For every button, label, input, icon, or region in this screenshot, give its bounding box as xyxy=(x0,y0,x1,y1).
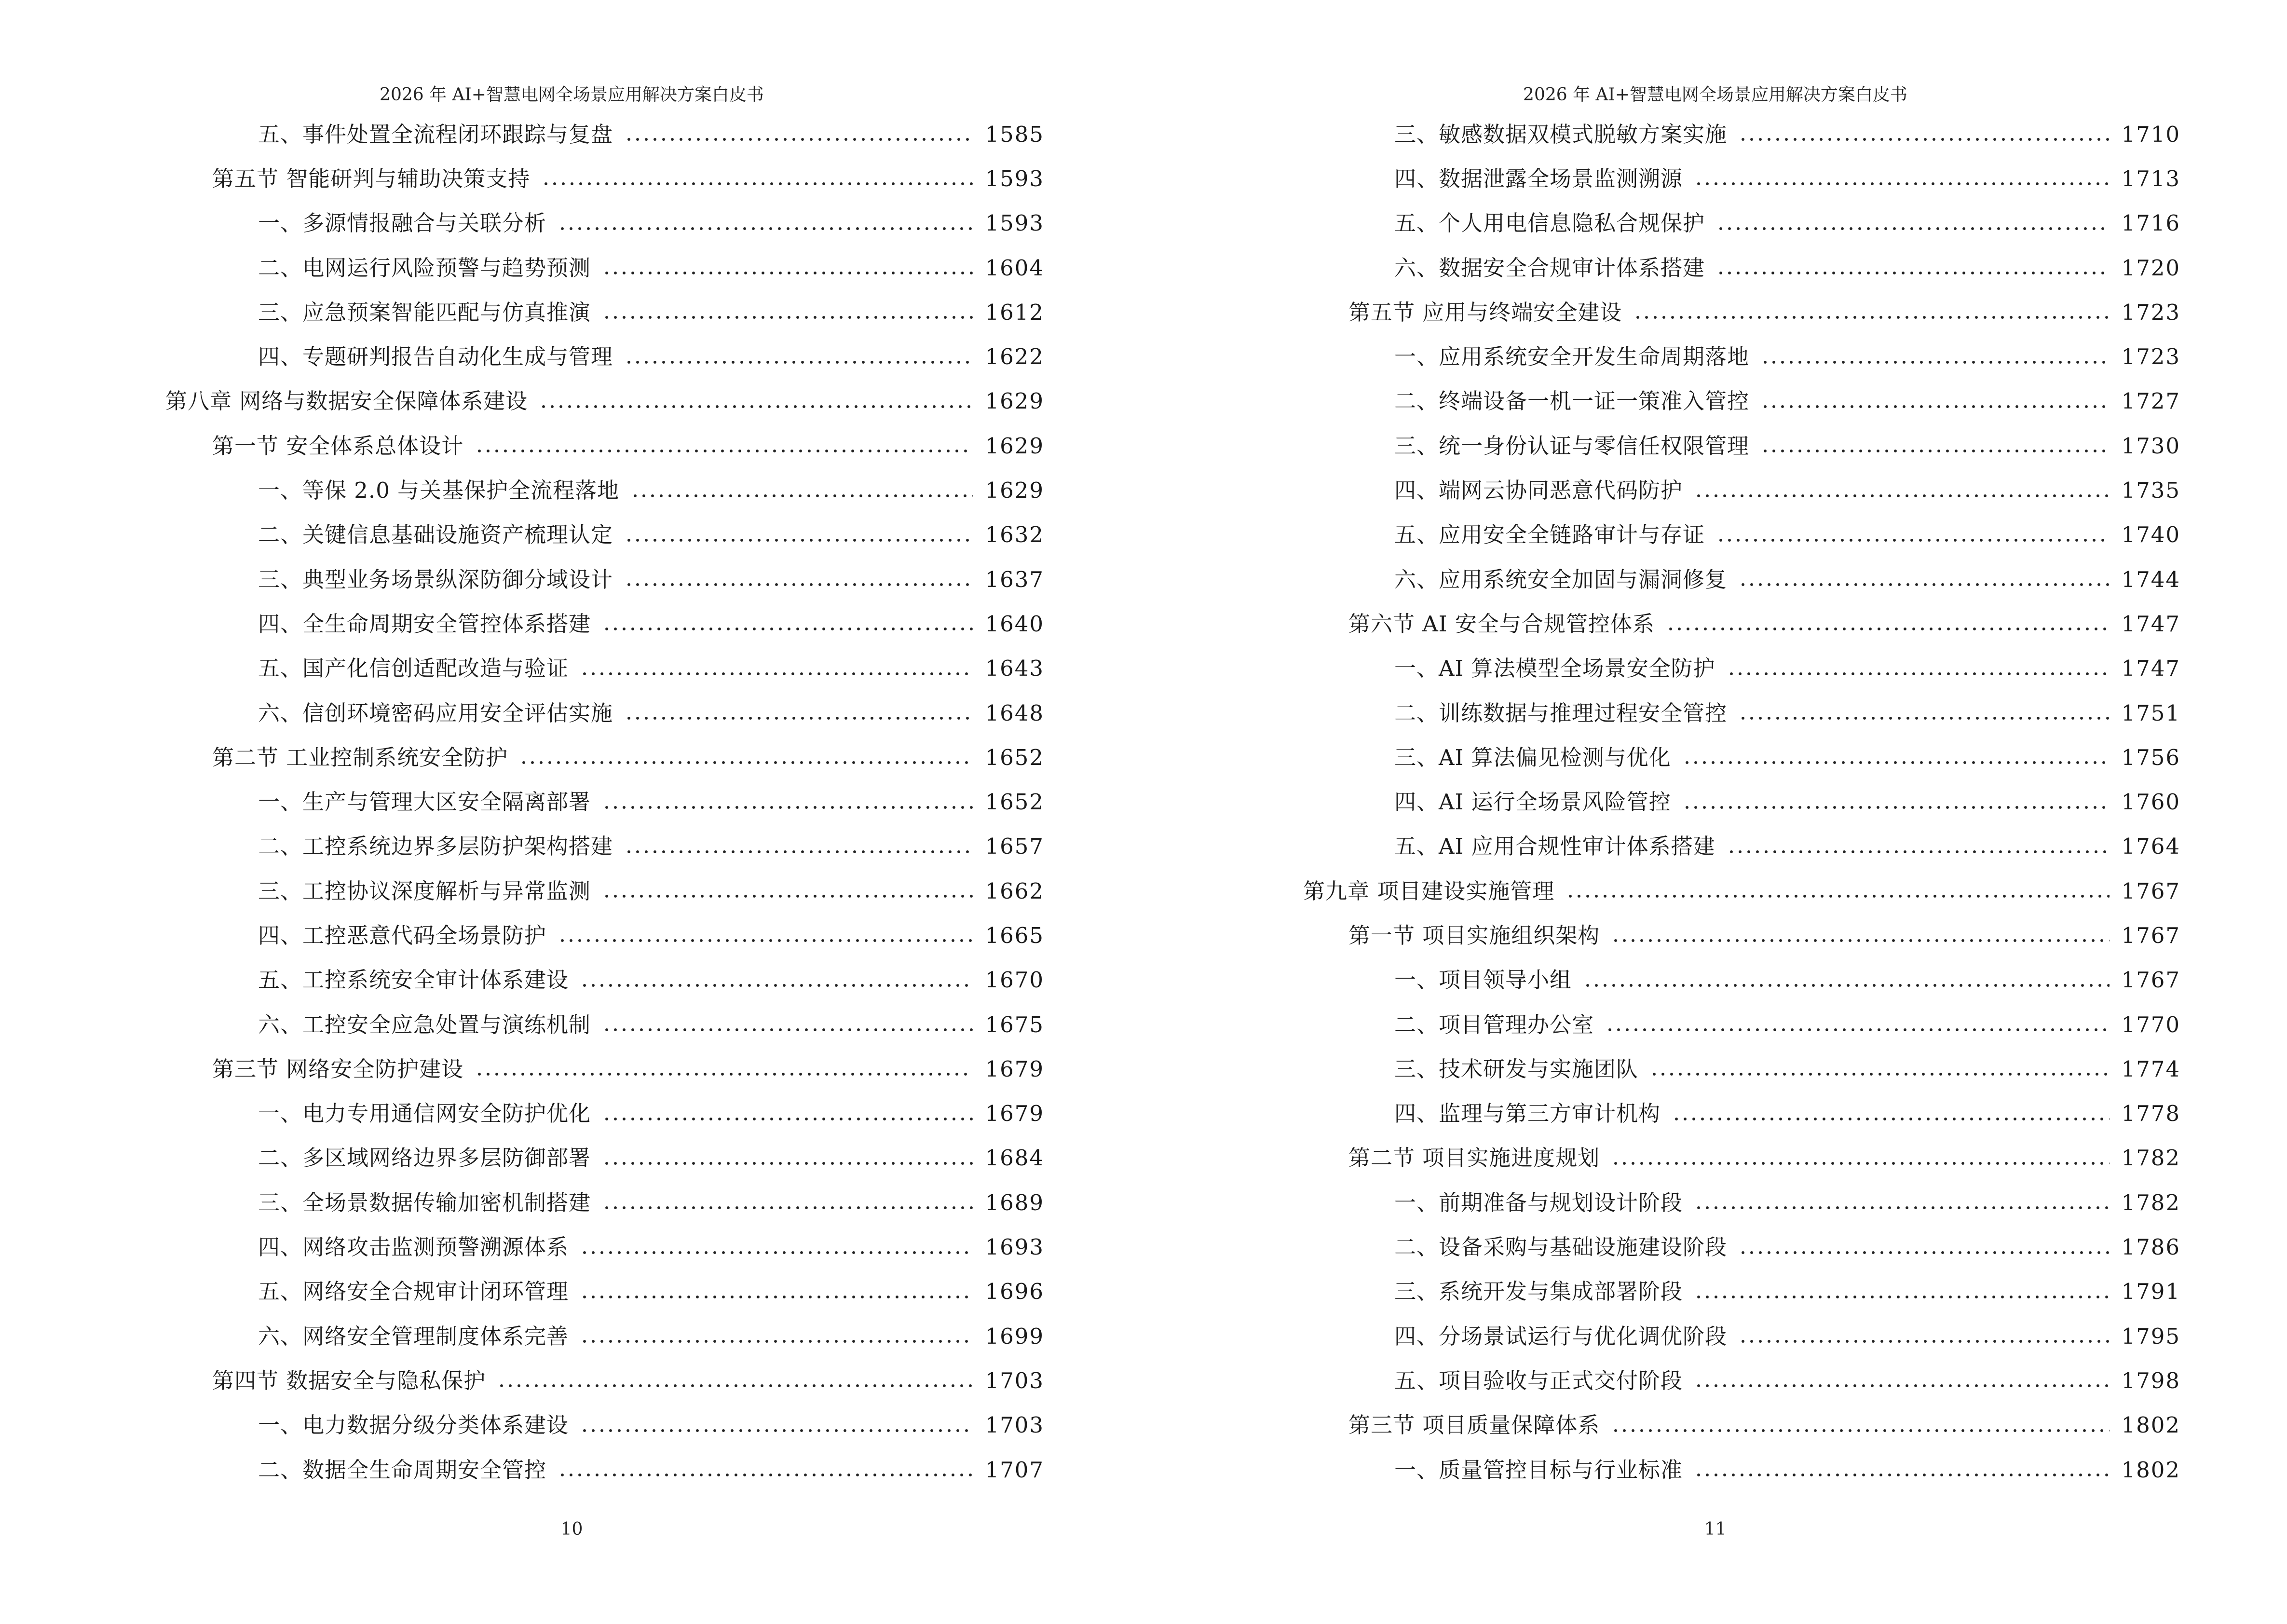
toc-entry-page-number: 1786 xyxy=(2121,1234,2180,1260)
toc-entry-title: 一、生产与管理大区安全隔离部署 xyxy=(258,789,591,815)
dot-leader xyxy=(580,1340,973,1343)
toc-entry-page-number: 1764 xyxy=(2121,833,2180,860)
toc-entry-page-number: 1723 xyxy=(2121,299,2180,325)
toc-entry-page-number: 1629 xyxy=(985,478,1044,504)
toc-entry-title: 五、网络安全合规审计闭环管理 xyxy=(258,1279,569,1305)
toc-entry[interactable] xyxy=(0,513,1044,557)
dot-leader xyxy=(1727,672,2110,675)
toc-entry-page-number: 1679 xyxy=(985,1056,1044,1082)
toc-entry-title: 第五节 应用与终端安全建设 xyxy=(1348,299,1622,325)
toc-entry[interactable] xyxy=(1144,1180,2180,1225)
toc-entry-title: 第九章 项目建设实施管理 xyxy=(1303,878,1555,904)
toc-entry-title: 三、工控协议深度解析与异常监测 xyxy=(258,878,591,904)
toc-entry-title: 四、全生命周期安全管控体系搭建 xyxy=(258,611,591,637)
toc-entry[interactable] xyxy=(0,779,1044,824)
toc-entry-title: 三、敏感数据双模式脱敏方案实施 xyxy=(1394,121,1728,147)
toc-entry-page-number: 1802 xyxy=(2121,1457,2180,1483)
dot-leader xyxy=(542,182,973,185)
toc-entry-title: 三、全场景数据传输加密机制搭建 xyxy=(258,1189,591,1215)
toc-entry-page-number: 1782 xyxy=(2121,1145,2180,1171)
dot-leader xyxy=(1761,405,2110,408)
toc-entry-page-number: 1679 xyxy=(985,1101,1044,1127)
toc-entry-title: 第二节 项目实施进度规划 xyxy=(1348,1145,1600,1171)
toc-entry-title: 第四节 数据安全与隐私保护 xyxy=(212,1367,486,1393)
toc-entry[interactable] xyxy=(1144,423,2180,468)
toc-entry-page-number: 1703 xyxy=(985,1367,1044,1393)
toc-entry-title: 二、电网运行风险预警与趋势预测 xyxy=(258,255,591,281)
toc-entry-page-number: 1629 xyxy=(985,388,1044,414)
toc-entry-title: 一、AI 算法模型全场景安全防护 xyxy=(1394,655,1715,682)
toc-entry[interactable] xyxy=(1144,1314,2180,1358)
dot-leader xyxy=(602,1206,973,1209)
toc-entry-page-number: 1778 xyxy=(2121,1101,2180,1127)
toc-entry-title: 二、关键信息基础设施资产梳理认定 xyxy=(258,522,613,548)
page-header: 2026 年 AI+智慧电网全场景应用解决方案白皮书 xyxy=(380,85,764,105)
toc-entry-page-number: 1648 xyxy=(985,700,1044,726)
dot-leader xyxy=(602,1162,973,1165)
toc-entry-title: 二、设备采购与基础设施建设阶段 xyxy=(1394,1234,1728,1260)
dot-leader xyxy=(1634,316,2110,319)
toc-entry[interactable] xyxy=(1144,513,2180,557)
dot-leader xyxy=(1761,450,2110,452)
toc-entry-title: 五、AI 应用合规性审计体系搭建 xyxy=(1394,833,1715,860)
toc-entry-page-number: 1720 xyxy=(2121,255,2180,281)
toc-entry[interactable] xyxy=(1144,290,2180,334)
dot-leader xyxy=(602,1028,973,1031)
toc-entry-title: 一、电力数据分级分类体系建设 xyxy=(258,1412,569,1438)
toc-entry[interactable] xyxy=(1144,1225,2180,1269)
dot-leader xyxy=(1694,1384,2110,1387)
toc-entry[interactable] xyxy=(1144,601,2180,646)
dot-leader xyxy=(558,227,973,230)
toc-entry-page-number: 1735 xyxy=(2121,478,2180,504)
toc-entry-title: 二、终端设备一机一证一策准入管控 xyxy=(1394,388,1750,414)
dot-leader xyxy=(1716,272,2110,274)
toc-entry[interactable] xyxy=(1144,156,2180,201)
toc-entry-page-number: 1684 xyxy=(985,1145,1044,1171)
toc-entry[interactable] xyxy=(0,735,1044,779)
toc-entry[interactable] xyxy=(1144,334,2180,379)
toc-entry[interactable] xyxy=(1144,913,2180,957)
dot-leader xyxy=(1666,628,2110,630)
toc-entry-page-number: 1727 xyxy=(2121,388,2180,414)
toc-entry-page-number: 1707 xyxy=(985,1457,1044,1483)
toc-entry[interactable] xyxy=(1144,1092,2180,1136)
toc-entry-page-number: 1756 xyxy=(2121,744,2180,770)
dot-leader xyxy=(602,806,973,809)
dot-leader xyxy=(539,405,973,408)
toc-entry-title: 三、统一身份认证与零信任权限管理 xyxy=(1394,433,1750,459)
toc-entry-page-number: 1782 xyxy=(2121,1189,2180,1215)
dot-leader xyxy=(625,138,973,141)
toc-entry-title: 二、多区域网络边界多层防御部署 xyxy=(258,1145,591,1171)
toc-entry-title: 一、质量管控目标与行业标准 xyxy=(1394,1457,1683,1483)
toc-entry-page-number: 1696 xyxy=(985,1279,1044,1305)
toc-entry-title: 五、个人用电信息隐私合规保护 xyxy=(1394,210,1705,236)
dot-leader xyxy=(1694,1296,2110,1298)
toc-entry-title: 四、分场景试运行与优化调优阶段 xyxy=(1394,1323,1728,1349)
toc-entry-page-number: 1791 xyxy=(2121,1279,2180,1305)
toc-entry[interactable] xyxy=(0,1314,1044,1358)
toc-entry-title: 第五节 智能研判与辅助决策支持 xyxy=(212,165,531,191)
toc-entry-page-number: 1710 xyxy=(2121,121,2180,147)
dot-leader xyxy=(1694,1206,2110,1209)
toc-entry[interactable] xyxy=(0,691,1044,735)
page-header: 2026 年 AI+智慧电网全场景应用解决方案白皮书 xyxy=(1523,85,1907,105)
dot-leader xyxy=(1650,1073,2110,1076)
toc-entry-page-number: 1643 xyxy=(985,655,1044,682)
toc-entry[interactable] xyxy=(1144,779,2180,824)
toc-entry-title: 第二节 工业控制系统安全防护 xyxy=(212,744,508,770)
toc-entry[interactable] xyxy=(1144,958,2180,1002)
toc-entry-page-number: 1723 xyxy=(2121,344,2180,370)
toc-entry-page-number: 1760 xyxy=(2121,789,2180,815)
dot-leader xyxy=(1583,984,2110,987)
dot-leader xyxy=(602,272,973,274)
toc-entry[interactable] xyxy=(1144,201,2180,246)
toc-entry[interactable] xyxy=(0,557,1044,601)
toc-entry[interactable] xyxy=(0,601,1044,646)
dot-leader xyxy=(625,850,973,853)
toc-entry-title: 五、应用安全全链路审计与存证 xyxy=(1394,522,1705,548)
dot-leader xyxy=(1683,806,2110,809)
dot-leader xyxy=(1716,539,2110,542)
toc-entry-title: 四、网络攻击监测预警溯源体系 xyxy=(258,1234,569,1260)
toc-entry-title: 二、工控系统边界多层防护架构搭建 xyxy=(258,833,613,860)
toc-entry-title: 三、应急预案智能匹配与仿真推演 xyxy=(258,299,591,325)
toc-entry[interactable] xyxy=(0,1047,1044,1091)
toc-entry-title: 一、应用系统安全开发生命周期落地 xyxy=(1394,344,1750,370)
toc-entry-page-number: 1798 xyxy=(2121,1367,2180,1393)
toc-entry-title: 二、项目管理办公室 xyxy=(1394,1011,1594,1037)
toc-entry[interactable] xyxy=(0,869,1044,913)
toc-entry-title: 一、多源情报融合与关联分析 xyxy=(258,210,547,236)
toc-entry-title: 第八章 网络与数据安全保障体系建设 xyxy=(165,388,528,414)
dot-leader xyxy=(1683,761,2110,764)
toc-entry-title: 一、前期准备与规划设计阶段 xyxy=(1394,1189,1683,1215)
toc-entry-title: 第一节 项目实施组织架构 xyxy=(1348,922,1600,948)
toc-entry-page-number: 1657 xyxy=(985,833,1044,860)
toc-entry[interactable] xyxy=(0,1092,1044,1136)
toc-entry[interactable] xyxy=(1144,112,2180,156)
toc-entry-title: 第三节 项目质量保障体系 xyxy=(1348,1412,1600,1438)
toc-entry-title: 第一节 安全体系总体设计 xyxy=(212,433,464,459)
toc-entry[interactable] xyxy=(0,423,1044,468)
toc-entry[interactable] xyxy=(0,334,1044,379)
dot-leader xyxy=(602,628,973,630)
toc-entry[interactable] xyxy=(0,1180,1044,1225)
toc-entry-title: 一、项目领导小组 xyxy=(1394,967,1572,993)
toc-entry-title: 五、项目验收与正式交付阶段 xyxy=(1394,1367,1683,1393)
toc-entry-title: 一、等保 2.0 与关基保护全流程落地 xyxy=(258,478,620,504)
dot-leader xyxy=(1694,1474,2110,1476)
toc-entry-title: 二、数据全生命周期安全管控 xyxy=(258,1457,547,1483)
dot-leader xyxy=(558,1474,973,1476)
toc-entry-page-number: 1665 xyxy=(985,922,1044,948)
toc-entry[interactable] xyxy=(1144,824,2180,869)
toc-entry-title: 三、系统开发与集成部署阶段 xyxy=(1394,1279,1683,1305)
toc-entry-title: 六、网络安全管理制度体系完善 xyxy=(258,1323,569,1349)
toc-entry-page-number: 1713 xyxy=(2121,165,2180,191)
toc-entry[interactable] xyxy=(1144,1269,2180,1314)
toc-entry-page-number: 1716 xyxy=(2121,210,2180,236)
toc-entry-title: 第六节 AI 安全与合规管控体系 xyxy=(1348,611,1655,637)
dot-leader xyxy=(1739,1251,2110,1254)
toc-entry[interactable] xyxy=(0,913,1044,957)
toc-entry[interactable] xyxy=(1144,1358,2180,1403)
toc-entry-title: 六、应用系统安全加固与漏洞修复 xyxy=(1394,566,1728,592)
toc-entry-title: 三、技术研发与实施团队 xyxy=(1394,1056,1639,1082)
toc-entry-title: 三、典型业务场景纵深防御分域设计 xyxy=(258,566,613,592)
toc-entry-page-number: 1612 xyxy=(985,299,1044,325)
toc-entry-page-number: 1585 xyxy=(985,121,1044,147)
toc-entry-page-number: 1740 xyxy=(2121,522,2180,548)
dot-leader xyxy=(1611,939,2110,942)
dot-leader xyxy=(580,1296,973,1298)
toc-entry-page-number: 1662 xyxy=(985,878,1044,904)
toc-entry-title: 四、工控恶意代码全场景防护 xyxy=(258,922,547,948)
dot-leader xyxy=(497,1384,973,1387)
toc-entry[interactable] xyxy=(0,1358,1044,1403)
toc-entry-page-number: 1747 xyxy=(2121,611,2180,637)
toc-entry[interactable] xyxy=(1144,1403,2180,1447)
toc-entry[interactable] xyxy=(1144,1447,2180,1492)
toc-entry-page-number: 1703 xyxy=(985,1412,1044,1438)
dot-leader xyxy=(580,1251,973,1254)
toc-entry-page-number: 1795 xyxy=(2121,1323,2180,1349)
toc-entry-title: 六、信创环境密码应用安全评估实施 xyxy=(258,700,613,726)
toc-entry-page-number: 1629 xyxy=(985,433,1044,459)
dot-leader xyxy=(1761,361,2110,364)
page-number: 11 xyxy=(1704,1519,1727,1539)
toc-entry[interactable] xyxy=(1144,646,2180,691)
toc-entry-page-number: 1637 xyxy=(985,566,1044,592)
dot-leader xyxy=(1739,1340,2110,1343)
dot-leader xyxy=(631,494,973,497)
toc-entry-title: 五、事件处置全流程闭环跟踪与复盘 xyxy=(258,121,613,147)
toc-entry[interactable] xyxy=(1144,557,2180,601)
dot-leader xyxy=(1611,1162,2110,1165)
toc-entry[interactable] xyxy=(0,1403,1044,1447)
toc-entry-page-number: 1593 xyxy=(985,165,1044,191)
table-of-contents xyxy=(0,112,1044,1492)
toc-entry-page-number: 1675 xyxy=(985,1011,1044,1037)
toc-entry-page-number: 1747 xyxy=(2121,655,2180,682)
toc-entry[interactable] xyxy=(0,246,1044,290)
toc-entry-page-number: 1767 xyxy=(2121,878,2180,904)
toc-entry-title: 四、专题研判报告自动化生成与管理 xyxy=(258,344,613,370)
toc-entry[interactable] xyxy=(0,112,1044,156)
toc-entry[interactable] xyxy=(1144,246,2180,290)
toc-entry-page-number: 1699 xyxy=(985,1323,1044,1349)
toc-entry-title: 四、AI 运行全场景风险管控 xyxy=(1394,789,1671,815)
toc-entry-page-number: 1652 xyxy=(985,744,1044,770)
dot-leader xyxy=(519,761,973,764)
dot-leader xyxy=(602,895,973,898)
toc-entry-page-number: 1670 xyxy=(985,967,1044,993)
toc-entry-title: 四、端网云协同恶意代码防护 xyxy=(1394,478,1683,504)
toc-entry[interactable] xyxy=(0,824,1044,869)
page-number: 10 xyxy=(560,1519,583,1539)
toc-entry[interactable] xyxy=(1144,379,2180,423)
toc-entry-title: 五、国产化信创适配改造与验证 xyxy=(258,655,569,682)
toc-entry[interactable] xyxy=(0,1136,1044,1180)
toc-entry-title: 四、数据泄露全场景监测溯源 xyxy=(1394,165,1683,191)
toc-entry-page-number: 1632 xyxy=(985,522,1044,548)
toc-entry-title: 六、工控安全应急处置与演练机制 xyxy=(258,1011,591,1037)
toc-entry[interactable] xyxy=(0,290,1044,334)
toc-entry-page-number: 1593 xyxy=(985,210,1044,236)
toc-entry[interactable] xyxy=(1144,869,2180,913)
dot-leader xyxy=(1672,1118,2110,1120)
dot-leader xyxy=(1694,494,2110,497)
toc-entry-page-number: 1767 xyxy=(2121,922,2180,948)
dot-leader xyxy=(1727,850,2110,853)
toc-entry-title: 三、AI 算法偏见检测与优化 xyxy=(1394,744,1671,770)
toc-entry-page-number: 1744 xyxy=(2121,566,2180,592)
toc-entry[interactable] xyxy=(0,468,1044,512)
dot-leader xyxy=(1739,138,2110,141)
toc-entry-page-number: 1693 xyxy=(985,1234,1044,1260)
dot-leader xyxy=(625,583,973,586)
toc-entry[interactable] xyxy=(0,379,1044,423)
dot-leader xyxy=(558,939,973,942)
toc-entry[interactable] xyxy=(1144,735,2180,779)
toc-entry-page-number: 1652 xyxy=(985,789,1044,815)
toc-entry[interactable] xyxy=(0,1269,1044,1314)
toc-entry[interactable] xyxy=(0,646,1044,691)
toc-entry-title: 一、电力专用通信网安全防护优化 xyxy=(258,1101,591,1127)
toc-entry[interactable] xyxy=(1144,1047,2180,1091)
toc-entry-page-number: 1751 xyxy=(2121,700,2180,726)
dot-leader xyxy=(602,316,973,319)
dot-leader xyxy=(625,717,973,720)
dot-leader xyxy=(475,450,973,452)
toc-entry[interactable] xyxy=(1144,1136,2180,1180)
toc-entry-page-number: 1767 xyxy=(2121,967,2180,993)
toc-entry-title: 二、训练数据与推理过程安全管控 xyxy=(1394,700,1728,726)
toc-entry-page-number: 1774 xyxy=(2121,1056,2180,1082)
table-of-contents xyxy=(1144,112,2180,1492)
toc-entry-page-number: 1604 xyxy=(985,255,1044,281)
dot-leader xyxy=(602,1118,973,1120)
toc-entry[interactable] xyxy=(0,156,1044,201)
toc-entry-page-number: 1622 xyxy=(985,344,1044,370)
dot-leader xyxy=(1694,182,2110,185)
toc-entry[interactable] xyxy=(0,1447,1044,1492)
toc-entry[interactable] xyxy=(1144,691,2180,735)
toc-entry[interactable] xyxy=(0,1225,1044,1269)
dot-leader xyxy=(1611,1429,2110,1432)
right-page xyxy=(1144,0,2287,1624)
toc-entry-title: 五、工控系统安全审计体系建设 xyxy=(258,967,569,993)
toc-entry-title: 六、数据安全合规审计体系搭建 xyxy=(1394,255,1705,281)
dot-leader xyxy=(580,672,973,675)
dot-leader xyxy=(1739,583,2110,586)
toc-entry[interactable] xyxy=(1144,468,2180,512)
dot-leader xyxy=(1716,227,2110,230)
toc-entry-title: 四、监理与第三方审计机构 xyxy=(1394,1101,1661,1127)
toc-entry-page-number: 1640 xyxy=(985,611,1044,637)
toc-entry[interactable] xyxy=(1144,1002,2180,1047)
dot-leader xyxy=(1566,895,2110,898)
dot-leader xyxy=(580,984,973,987)
toc-entry-page-number: 1689 xyxy=(985,1189,1044,1215)
toc-entry[interactable] xyxy=(0,958,1044,1002)
dot-leader xyxy=(1606,1028,2110,1031)
toc-entry[interactable] xyxy=(0,201,1044,246)
toc-entry-page-number: 1802 xyxy=(2121,1412,2180,1438)
dot-leader xyxy=(1739,717,2110,720)
toc-entry-page-number: 1730 xyxy=(2121,433,2180,459)
dot-leader xyxy=(625,539,973,542)
dot-leader xyxy=(475,1073,973,1076)
toc-entry-page-number: 1770 xyxy=(2121,1011,2180,1037)
dot-leader xyxy=(625,361,973,364)
toc-entry-title: 第三节 网络安全防护建设 xyxy=(212,1056,464,1082)
dot-leader xyxy=(580,1429,973,1432)
toc-entry[interactable] xyxy=(0,1002,1044,1047)
